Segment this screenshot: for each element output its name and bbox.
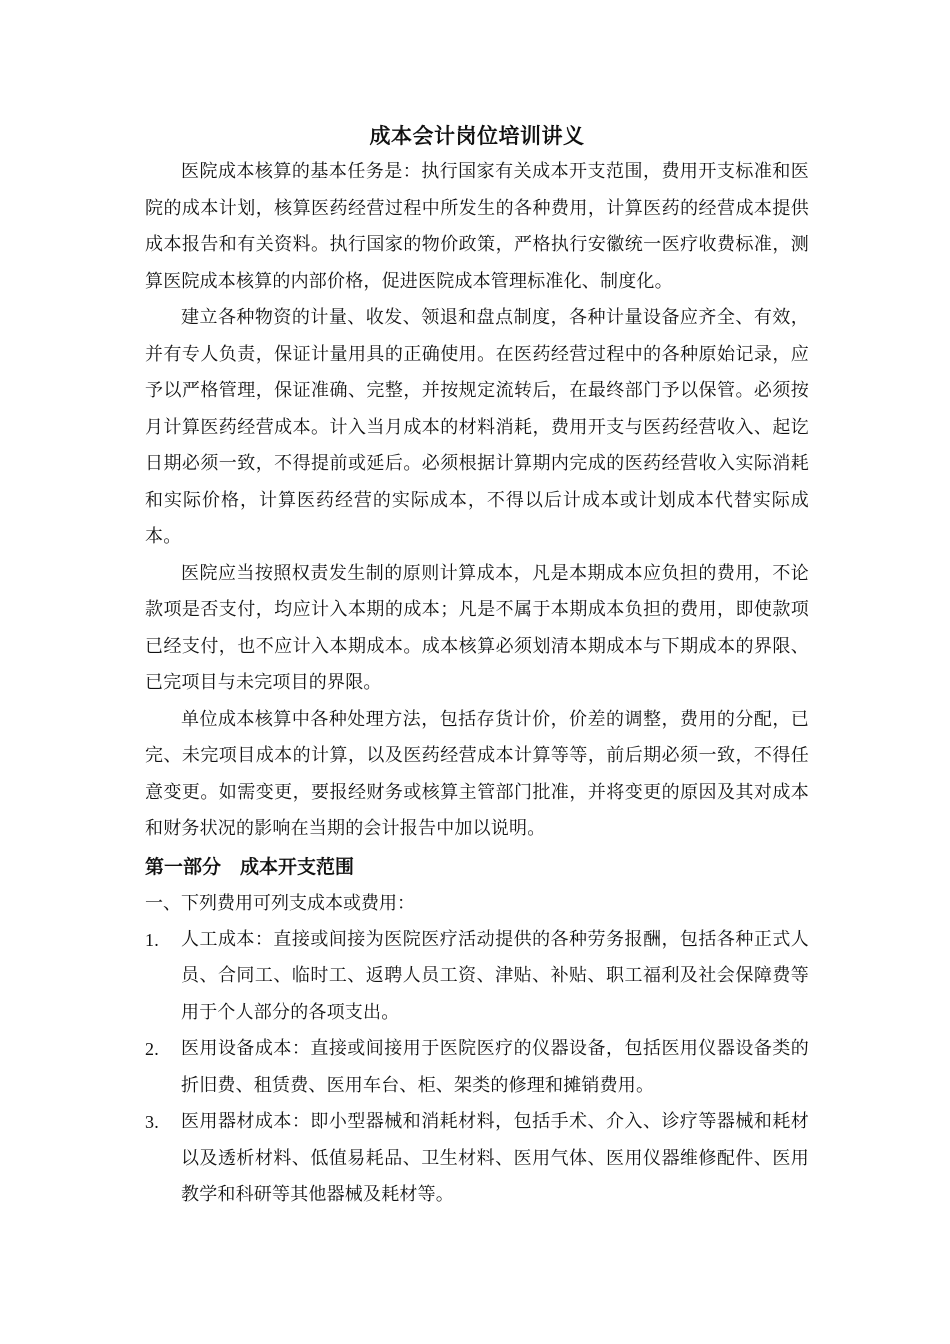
list-item <box>145 922 809 1032</box>
document-title: 成本会计岗位培训讲义 <box>369 123 585 148</box>
list-item <box>145 1031 809 1104</box>
list-item-number: 2. <box>145 1039 159 1059</box>
cost-item-list <box>145 922 809 1214</box>
list-item-text: 医用设备成本：直接或间接用于医院医疗的仪器设备，包括医用仪器设备类的折旧费、租赁费、医用车台、柜、架类的修理和摊销费用。 <box>181 1038 809 1096</box>
list-item-text: 人工成本：直接或间接为医院医疗活动提供的各种劳务报酬，包括各种正式人员、合同工、临时工、返聘人员工资、津贴、补贴、职工福利及社会保障费等用于个人部分的各项支出。 <box>181 928 809 1023</box>
list-item-text: 医用器材成本：即小型器械和消耗材料，包括手术、介入、诊疗等器械和耗材以及透析材料、低值易耗品、卫生材料、医用气体、医用仪器维修配件、医用教学和科研等其他器械及耗材等。 <box>181 1111 809 1205</box>
list-item <box>145 1104 809 1214</box>
sub-heading: 一、下列费用可列支成本或费用： <box>145 892 415 914</box>
section-heading: 第一部分 成本开支范围 <box>145 855 355 878</box>
list-item-number: 3. <box>145 1112 159 1132</box>
paragraph-accrual-principle: 医院应当按照权责发生制的原则计算成本，凡是本期成本应负担的费用，不论款项是否支付，均应计入本期的成本；凡是不属于本期成本负担的费用，即使款项已经支付，也不应计入本期成本。成本核算必须划清本期成本与下期成本的界限、已完项目与未完项目的界限。 <box>145 562 809 693</box>
list-item-number: 1. <box>145 929 159 950</box>
document-page <box>145 118 809 1214</box>
paragraph-measurement-system: 建立各种物资的计量、收发、领退和盘点制度，各种计量设备应齐全、有效，并有专人负责，保证计量用具的正确使用。在医药经营过程中的各种原始记录，应予以严格管理，保证准确、完整，并按规定流转后，在最终部门予以保管。必须按月计算医药经营成本。计入当月成本的材料消耗，费用开支与医药经营收入、起讫日期必须一致，不得提前或延后。必须根据计算期内完成的医药经营收入实际消耗和实际价格，计算医药经营的实际成本，不得以后计成本或计划成本代替实际成本。 <box>145 307 809 547</box>
paragraph-basic-task: 医院成本核算的基本任务是：执行国家有关成本开支范围，费用开支标准和医院的成本计划，核算医药经营过程中所发生的各种费用，计算医药的经营成本提供成本报告和有关资料。执行国家的物价政策，严格执行安徽统一医疗收费标准，测算医院成本核算的内部价格，促进医院成本管理标准化、制度化。 <box>145 161 809 292</box>
paragraph-consistency: 单位成本核算中各种处理方法，包括存货计价，价差的调整，费用的分配，已完、未完项目成本的计算，以及医药经营成本计算等等，前后期必须一致，不得任意变更。如需变更，要报经财务或核算主管部门批准，并将变更的原因及其对成本和财务状况的影响在当期的会计报告中加以说明。 <box>145 708 809 839</box>
